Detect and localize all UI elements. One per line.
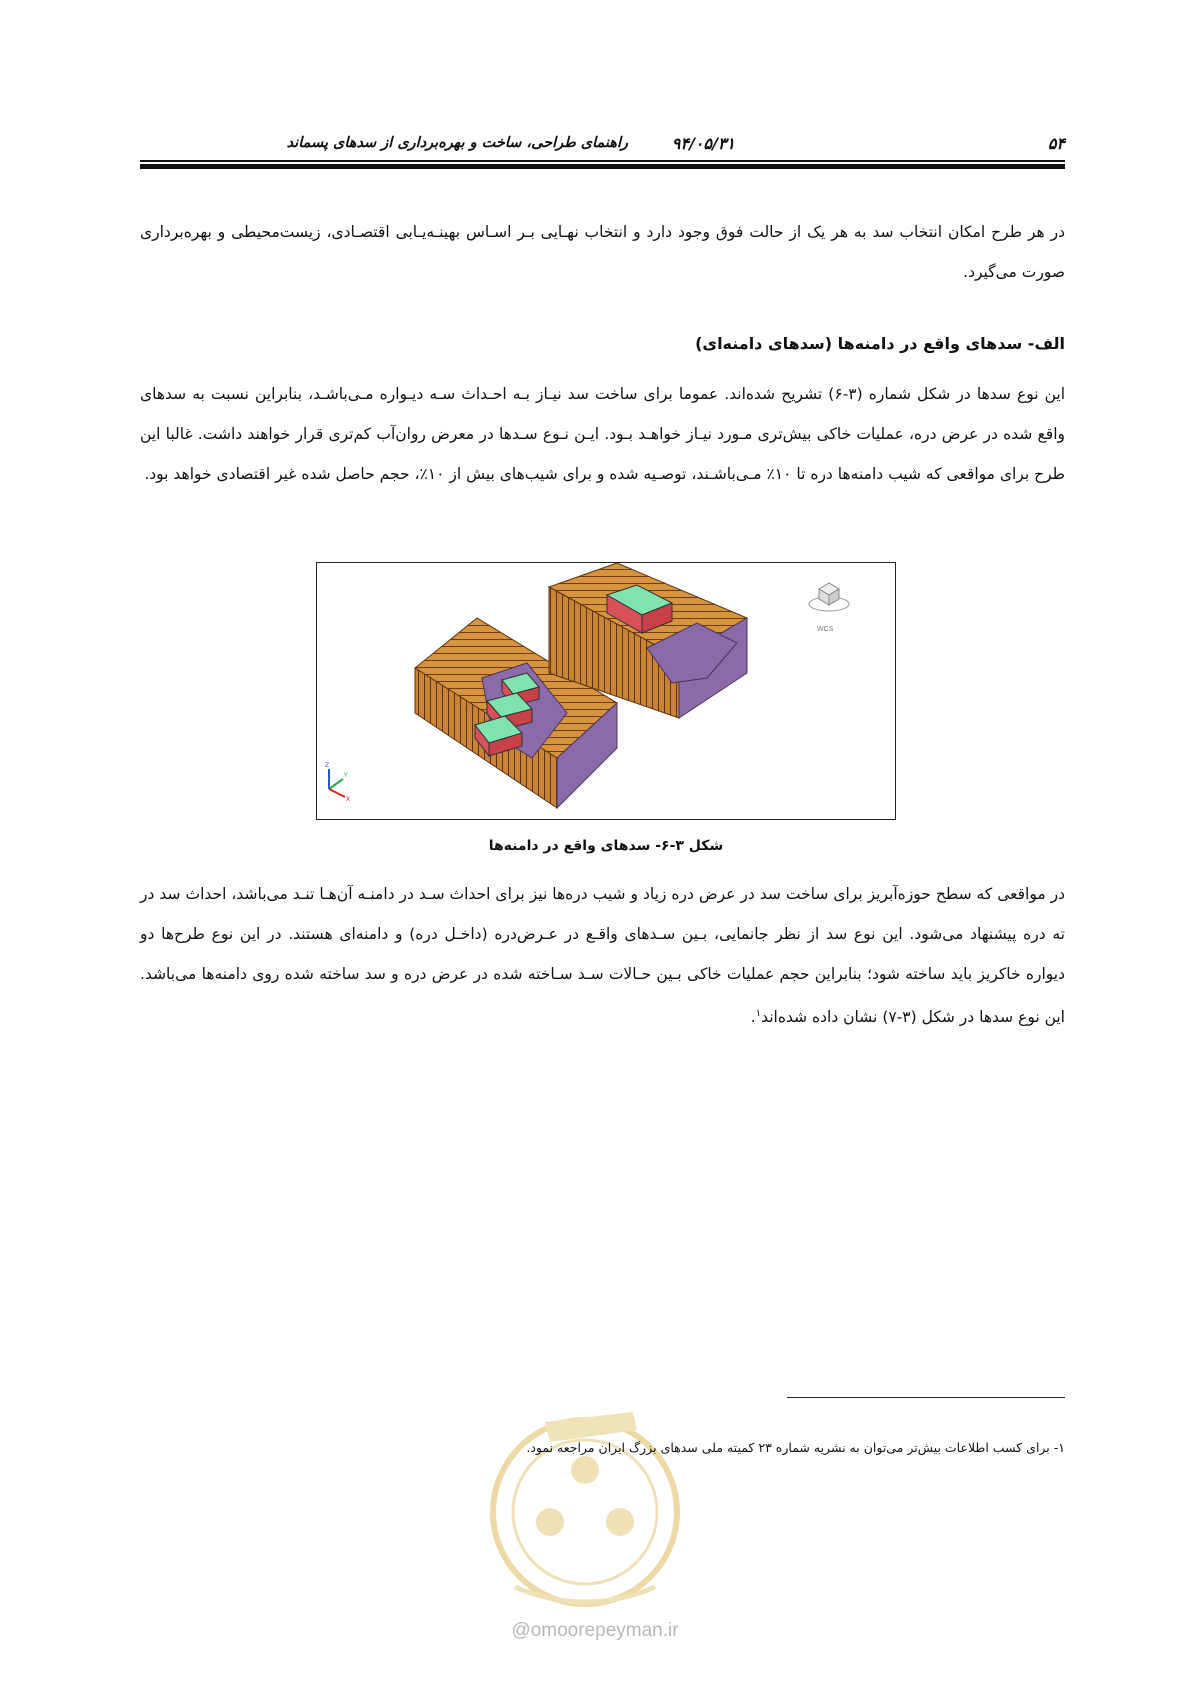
axis-y-label: Y [344,772,348,779]
valley-side-paragraph: این نوع سدها در شکل شماره (۳-۶) تشریح شده‌اند. عموما برای ساخت سد نیـاز بـه احـداث سـه دیـواره مـی‌باشـد، بنابراین نسبت به سدهای واقع شده در عرض دره، عملیات خاکی بیش‌تری مـورد نیـاز خواهـد بـود. ایـن نـوع سـدها در معرض روان‌آب کم‌تری قرار خواهند داشت. غالبا این طرح برای مواقعی که شیب دامنه‌ها دره تا ۱۰٪ مـی‌باشـند، توصـیه شده و برای شیب‌های بیش از ۱۰٪، حجم حاصل شده غیر اقتصادی خواهد بود. [140,385,1065,483]
page-number: ۵۴ [1047,134,1065,153]
section-heading: الف- سدهای واقع در دامنه‌ها (سدهای دامنه‌ای) [695,334,1065,353]
figure-caption: شکل ۳-۶- سدهای واقع در دامنه‌ها [488,838,724,854]
revision-date: ۹۴/۰۵/۳۱ [671,134,735,153]
axis-z-label: Z [325,762,330,769]
header-rule-thick [140,164,1065,169]
figure-illustration [317,563,895,819]
watermark-site: @omoorepeyman.ir [511,1620,679,1641]
page-header [140,128,1065,158]
ucs-axis-icon [329,769,345,797]
viewcube-icon[interactable] [809,583,849,611]
cross-valley-paragraph: در مواقعی که سطح حوزه‌آبریز برای ساخت سد در عرض دره زیاد و شیب دره‌ها نیز برای احداث سـد در دامنـه آن‌هـا تنـد می‌باشد، احداث سد در ته دره پیشنهاد می‌شود. این نوع سد از نظر جانمایی، بـین سـدهای واقـع در عـرض‌دره (داخـل دره) و دامنه‌ای هستند. در این نوع طرح‌ها دو دیواره خاکریز باید ساخته شود؛ بنابراین حجم عملیات خاکی بـین حـالات سـد سـاخته شده در عرض دره و سد ساخته شده روی دامنه‌ها می‌باشد. این نوع سدها در شکل (۳-۷) نشان داده شده‌اند$^۱$. [140,885,1065,1027]
footnote-rule [787,1397,1065,1398]
wcs-label: WCS [817,626,834,633]
axis-x-label: X [346,796,351,803]
header-rule-thin [140,160,1065,162]
watermark-seal [455,1382,735,1612]
footnote-ref[interactable]: ۱ [755,1008,762,1019]
footnote-text: ۱- برای کسب اطلاعات بیش‌تر می‌توان به نشریه شماره ۲۳ کمیته ملی سدهای بزرگ ایران مراجعه نمود. [526,1440,1065,1455]
intro-paragraph: در هر طرح امکان انتخاب سد به هر یک از حالت فوق وجود دارد و انتخاب نهـایی بـر اسـاس بهینـه‌یـابی اقتصـادی، زیست‌محیطی و بهره‌برداری صورت می‌گیرد. [140,223,1065,281]
cross-valley-text: در مواقعی که سطح حوزه‌آبریز برای ساخت سد در عرض دره زیاد و شیب دره‌ها نیز برای احداث سـد در دامنـه آن‌هـا تنـد می‌باشد، احداث سد در ته دره پیشنهاد می‌شود. این نوع سد از نظر جانمایی، بـین سـدهای واقـع در عـرض‌دره (داخـل دره) و دامنه‌ای هستند. در این نوع طرح‌ها دو دیواره خاکریز باید ساخته شود؛ بنابراین حجم عملیات خاکی بـین حـالات سـد سـاخته شده در عرض دره و سد ساخته شده روی دامنه‌ها می‌باشد. این نوع سدها در شکل (۳-۷) نشان داده شده‌اند [140,885,1065,1027]
figure-valley-side-dams [316,562,896,820]
book-title: راهنمای طراحی، ساخت و بهره‌برداری از سدهای پسماند [286,134,628,151]
